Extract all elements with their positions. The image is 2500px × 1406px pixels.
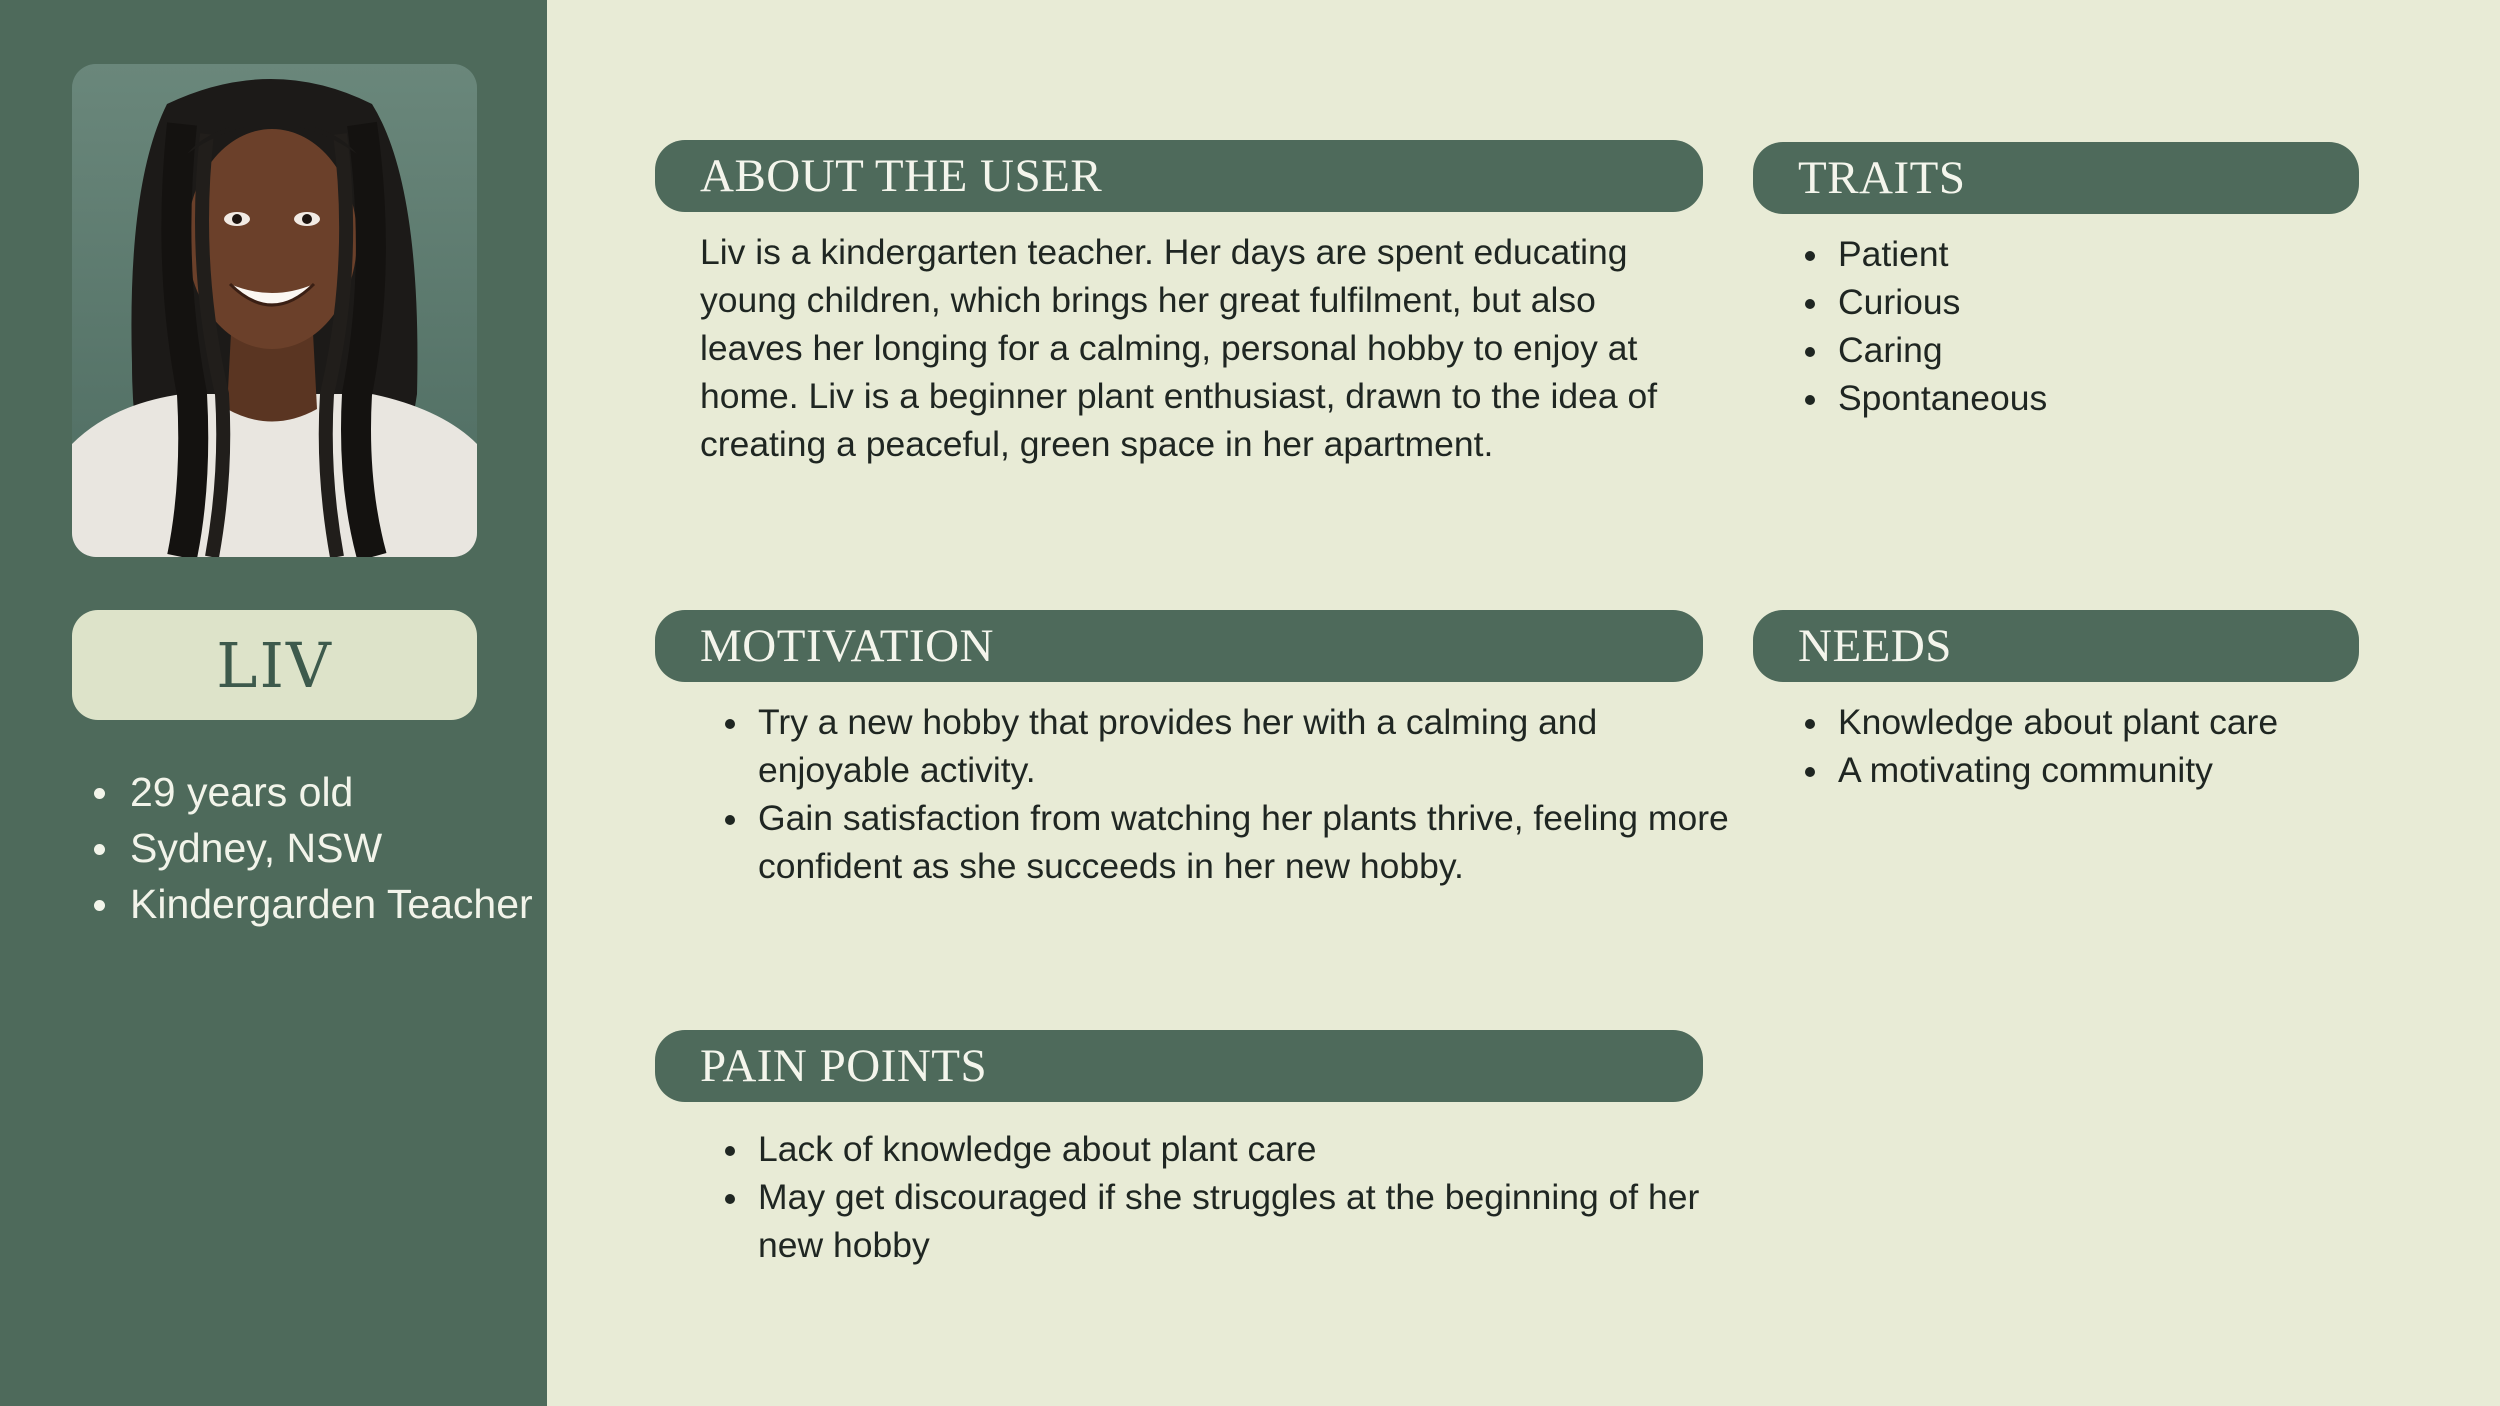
persona-name: LIV: [216, 628, 333, 702]
pain-points-title: PAIN POINTS: [700, 1040, 988, 1092]
motivation-item: Gain satisfaction from watching her plants thrive, feeling more confident as she succeeds in her new hobby.: [758, 794, 1738, 890]
persona-facts: [72, 764, 550, 932]
trait-item: Caring: [1838, 326, 2338, 374]
fact-occupation: Kindergarden Teacher: [130, 876, 550, 932]
needs-title: NEEDS: [1798, 620, 1952, 672]
traits-title: TRAITS: [1798, 152, 1966, 204]
fact-location: Sydney, NSW: [130, 820, 550, 876]
persona-name-box: [72, 610, 477, 720]
portrait-illustration: [72, 64, 477, 557]
about-title: ABOUT THE USER: [700, 150, 1103, 202]
trait-item: Curious: [1838, 278, 2338, 326]
pain-point-item: May get discouraged if she struggles at the beginning of her new hobby: [758, 1173, 1758, 1269]
motivation-item: Try a new hobby that provides her with a calming and enjoyable activity.: [758, 698, 1738, 794]
pain-points-list: [700, 1125, 1758, 1269]
needs-item: Knowledge about plant care: [1838, 698, 2308, 746]
about-header: [655, 140, 1703, 212]
motivation-header: [655, 610, 1703, 682]
persona-sidebar: [0, 0, 547, 1406]
traits-list: [1780, 230, 2338, 422]
motivation-title: MOTIVATION: [700, 620, 994, 672]
pain-points-header: [655, 1030, 1703, 1102]
needs-list: [1780, 698, 2308, 794]
trait-item: Patient: [1838, 230, 2338, 278]
traits-header: [1753, 142, 2359, 214]
motivation-list: [700, 698, 1738, 890]
trait-item: Spontaneous: [1838, 374, 2338, 422]
needs-item: A motivating community: [1838, 746, 2308, 794]
needs-header: [1753, 610, 2359, 682]
about-text: Liv is a kindergarten teacher. Her days are spent educating young children, which brings her great fulfilment, but also leaves her longing for a calming, personal hobby to enjoy at home. Liv is a beginner plant enthusiast, drawn to the idea of creating a peaceful, green space in her apartment.: [700, 232, 1658, 464]
fact-age: 29 years old: [130, 764, 550, 820]
pain-point-item: Lack of knowledge about plant care: [758, 1125, 1758, 1173]
persona-photo: [72, 64, 477, 557]
